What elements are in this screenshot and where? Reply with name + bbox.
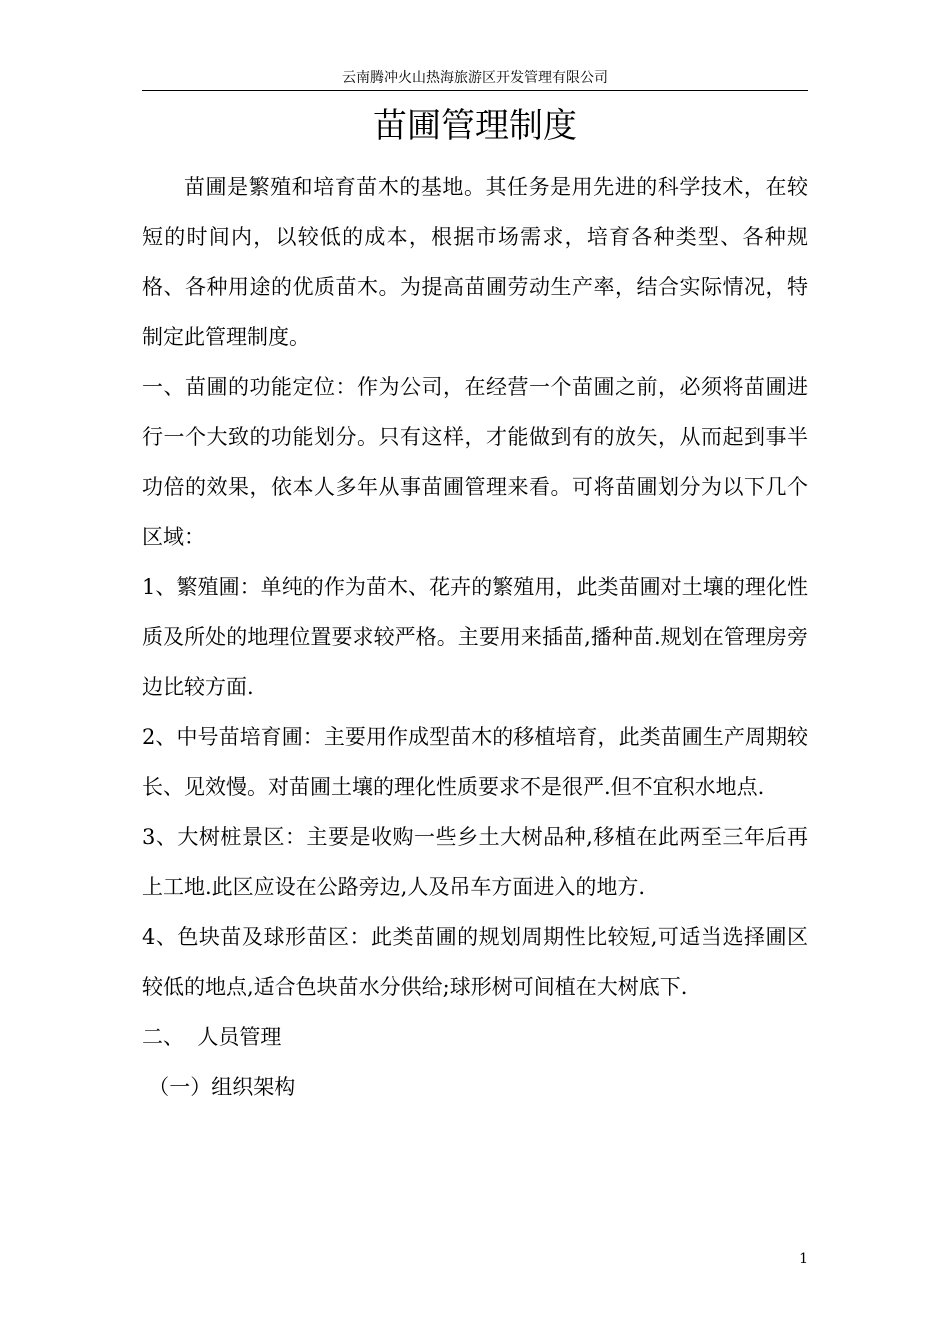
subsection-1-heading: （一）组织架构 [148,1075,296,1099]
item-2-paragraph: 2、中号苗培育圃：主要用作成型苗木的移植培育，此类苗圃生产周期较长、见效慢。对苗圃土壤的理化性质要求不是很严.但不宜积水地点. [142,725,808,799]
section-1-paragraph: 一、苗圃的功能定位：作为公司，在经营一个苗圃之前，必须将苗圃进行一个大致的功能划分。只有这样，才能做到有的放矢，从而起到事半功倍的效果，依本人多年从事苗圃管理来看。可将苗圃划分为以下几个区域： [142,375,808,549]
page-number: 1 [799,1251,808,1267]
item-1-paragraph: 1、繁殖圃：单纯的作为苗木、花卉的繁殖用，此类苗圃对土壤的理化性质及所处的地理位置要求较严格。主要用来插苗,播种苗.规划在管理房旁边比较方面. [142,575,808,699]
item-4-paragraph: 4、色块苗及球形苗区：此类苗圃的规划周期性比较短,可适当选择圃区较低的地点,适合色块苗水分供给;球形树可间植在大树底下. [142,925,808,999]
header-company-name: 云南腾冲火山热海旅游区开发管理有限公司 [342,70,608,86]
document-body [142,162,808,1112]
section-2-heading: 二、 人员管理 [142,1025,282,1049]
item-3-paragraph: 3、大树桩景区：主要是收购一些乡土大树品种,移植在此两至三年后再上工地.此区应设在公路旁边,人及吊车方面进入的地方. [142,825,808,899]
intro-paragraph: 苗圃是繁殖和培育苗木的基地。其任务是用先进的科学技术，在较短的时间内，以较低的成本，根据市场需求，培育各种类型、各种规格、各种用途的优质苗木。为提高苗圃劳动生产率，结合实际情况，特制定此管理制度。 [142,175,808,349]
page-header [142,68,808,91]
document-title: 苗圃管理制度 [373,106,577,146]
